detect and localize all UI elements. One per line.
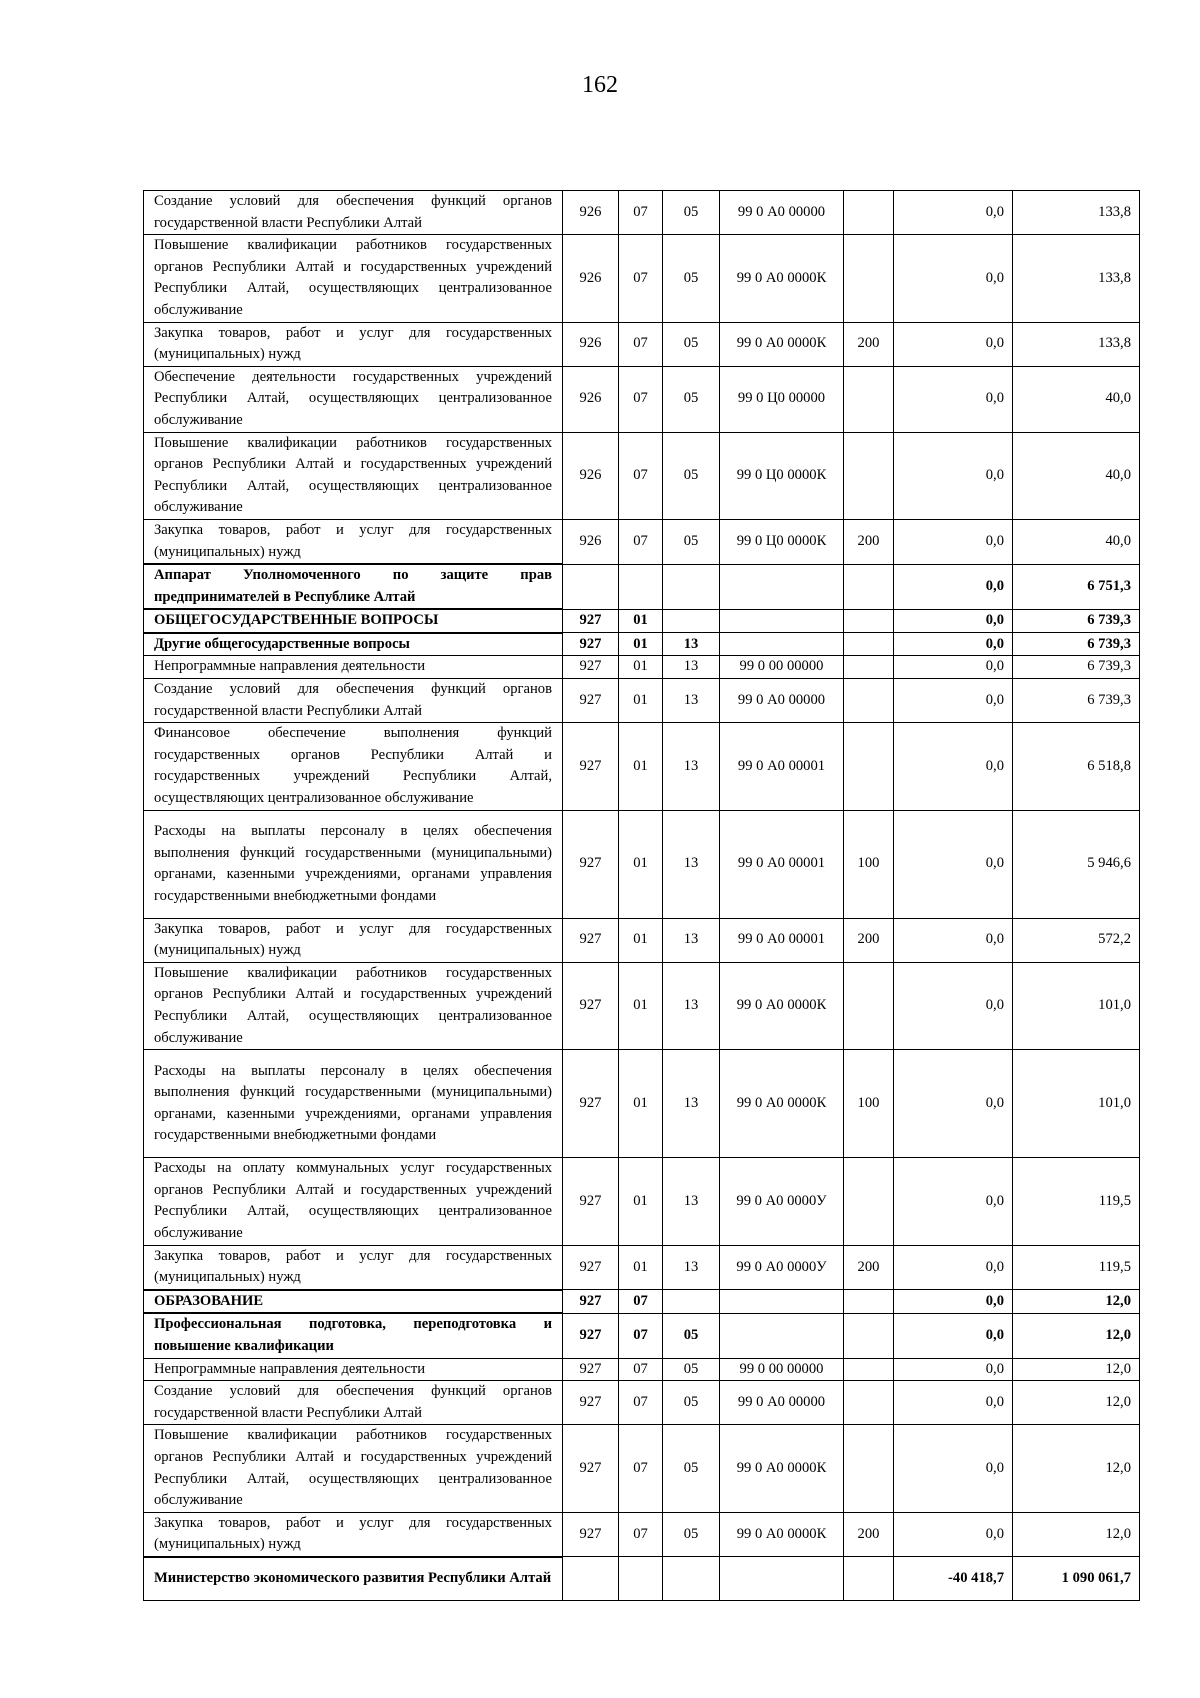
row-section-code-cell	[619, 564, 663, 609]
row-target-article-cell: 99 0 Ц0 0000К	[720, 432, 844, 519]
row-amount-total-cell: 6 739,3	[1013, 679, 1140, 723]
row-target-article-cell	[720, 1313, 844, 1358]
table-row	[144, 1050, 1140, 1158]
row-target-article-cell: 99 0 00 00000	[720, 1358, 844, 1381]
row-amount-change-cell: 0,0	[894, 1050, 1013, 1158]
row-section-code-cell: 07	[619, 235, 663, 322]
row-target-article-cell	[720, 1557, 844, 1601]
row-amount-total-cell: 133,8	[1013, 191, 1140, 235]
row-section-code-cell: 07	[619, 519, 663, 564]
row-subsection-code-cell: 13	[663, 810, 720, 918]
row-expense-type-cell	[844, 1425, 894, 1512]
row-section-code-cell: 07	[619, 1313, 663, 1358]
row-expense-type-cell	[844, 1381, 894, 1425]
row-admin-code-cell: 927	[563, 1358, 619, 1381]
row-amount-total-cell: 12,0	[1013, 1425, 1140, 1512]
table-row	[144, 519, 1140, 564]
row-section-code-cell: 07	[619, 322, 663, 366]
row-amount-change-cell: 0,0	[894, 519, 1013, 564]
row-target-article-cell: 99 0 А0 0000К	[720, 322, 844, 366]
table-row	[144, 191, 1140, 235]
row-name-cell: Министерство экономического развития Республики Алтай	[144, 1557, 563, 1601]
row-amount-total-cell: 101,0	[1013, 1050, 1140, 1158]
row-subsection-code-cell: 05	[663, 432, 720, 519]
row-expense-type-cell	[844, 1557, 894, 1601]
table-row	[144, 1313, 1140, 1358]
row-amount-total-cell: 119,5	[1013, 1245, 1140, 1290]
row-subsection-code-cell: 05	[663, 366, 720, 432]
row-amount-change-cell: 0,0	[894, 564, 1013, 609]
row-amount-change-cell: 0,0	[894, 1245, 1013, 1290]
row-target-article-cell: 99 0 А0 00000	[720, 191, 844, 235]
row-name-cell: Закупка товаров, работ и услуг для государственных (муниципальных) нужд	[144, 1512, 563, 1557]
row-target-article-cell: 99 0 00 00000	[720, 656, 844, 679]
row-name-cell: Непрограммные направления деятельности	[144, 656, 563, 679]
row-expense-type-cell	[844, 564, 894, 609]
row-section-code-cell: 01	[619, 633, 663, 656]
row-amount-change-cell: 0,0	[894, 322, 1013, 366]
table-row	[144, 1557, 1140, 1601]
row-section-code-cell: 01	[619, 1158, 663, 1245]
table-row	[144, 1381, 1140, 1425]
row-expense-type-cell	[844, 962, 894, 1049]
row-section-code-cell: 07	[619, 191, 663, 235]
row-expense-type-cell	[844, 1158, 894, 1245]
row-admin-code-cell: 927	[563, 918, 619, 962]
row-subsection-code-cell: 13	[663, 962, 720, 1049]
row-name-cell: Расходы на выплаты персоналу в целях обеспечения выполнения функций государственными (муниципальными) органами, казенными учреждениями, органами управления государственными внебюджетными фондами	[144, 1050, 563, 1158]
budget-table-body	[144, 191, 1140, 1601]
row-admin-code-cell: 927	[563, 1050, 619, 1158]
row-target-article-cell: 99 0 А0 0000У	[720, 1158, 844, 1245]
row-section-code-cell: 07	[619, 1358, 663, 1381]
row-amount-change-cell: 0,0	[894, 1425, 1013, 1512]
budget-table	[143, 190, 1140, 1601]
row-admin-code-cell: 927	[563, 962, 619, 1049]
row-target-article-cell: 99 0 А0 0000К	[720, 1512, 844, 1557]
row-amount-total-cell: 6 518,8	[1013, 723, 1140, 810]
table-row	[144, 235, 1140, 322]
row-amount-change-cell: 0,0	[894, 432, 1013, 519]
row-amount-total-cell: 6 739,3	[1013, 633, 1140, 656]
row-subsection-code-cell: 13	[663, 633, 720, 656]
page-number: 162	[582, 72, 618, 98]
row-expense-type-cell	[844, 633, 894, 656]
row-admin-code-cell: 927	[563, 1245, 619, 1290]
row-expense-type-cell: 200	[844, 1512, 894, 1557]
row-name-cell: Финансовое обеспечение выполнения функций государственных органов Республики Алтай и государственных учреждений Республики Алтай, осуществляющих централизованное обслуживание	[144, 723, 563, 810]
row-expense-type-cell: 100	[844, 1050, 894, 1158]
row-expense-type-cell	[844, 1358, 894, 1381]
row-admin-code-cell: 926	[563, 235, 619, 322]
row-subsection-code-cell	[663, 609, 720, 633]
row-admin-code-cell: 926	[563, 519, 619, 564]
row-name-cell: Закупка товаров, работ и услуг для государственных (муниципальных) нужд	[144, 1245, 563, 1290]
row-admin-code-cell: 927	[563, 810, 619, 918]
row-expense-type-cell	[844, 235, 894, 322]
row-target-article-cell: 99 0 А0 0000К	[720, 1425, 844, 1512]
row-subsection-code-cell: 13	[663, 723, 720, 810]
table-row	[144, 810, 1140, 918]
row-amount-total-cell: 12,0	[1013, 1313, 1140, 1358]
row-admin-code-cell: 927	[563, 679, 619, 723]
row-amount-change-cell: 0,0	[894, 810, 1013, 918]
row-amount-change-cell: 0,0	[894, 235, 1013, 322]
row-admin-code-cell: 926	[563, 191, 619, 235]
row-expense-type-cell	[844, 609, 894, 633]
row-amount-total-cell: 133,8	[1013, 322, 1140, 366]
table-row	[144, 366, 1140, 432]
table-row	[144, 609, 1140, 633]
row-name-cell: ОБЩЕГОСУДАРСТВЕННЫЕ ВОПРОСЫ	[144, 609, 563, 633]
row-expense-type-cell	[844, 679, 894, 723]
row-amount-change-cell: 0,0	[894, 366, 1013, 432]
row-amount-total-cell: 119,5	[1013, 1158, 1140, 1245]
row-target-article-cell: 99 0 А0 00001	[720, 918, 844, 962]
row-target-article-cell	[720, 609, 844, 633]
table-row	[144, 1425, 1140, 1512]
row-subsection-code-cell: 13	[663, 1245, 720, 1290]
table-row	[144, 1512, 1140, 1557]
row-section-code-cell	[619, 1557, 663, 1601]
row-name-cell: ОБРАЗОВАНИЕ	[144, 1290, 563, 1314]
row-name-cell: Непрограммные направления деятельности	[144, 1358, 563, 1381]
row-amount-total-cell: 40,0	[1013, 519, 1140, 564]
table-row	[144, 679, 1140, 723]
row-name-cell: Профессиональная подготовка, переподготовка и повышение квалификации	[144, 1313, 563, 1358]
row-subsection-code-cell: 05	[663, 322, 720, 366]
row-name-cell: Обеспечение деятельности государственных учреждений Республики Алтай, осуществляющих централизованное обслуживание	[144, 366, 563, 432]
row-amount-change-cell: 0,0	[894, 1512, 1013, 1557]
row-name-cell: Повышение квалификации работников государственных органов Республики Алтай и государственных учреждений Республики Алтай, осуществляющих централизованное обслуживание	[144, 235, 563, 322]
row-expense-type-cell: 200	[844, 519, 894, 564]
row-subsection-code-cell: 05	[663, 1512, 720, 1557]
table-row	[144, 564, 1140, 609]
row-admin-code-cell: 926	[563, 366, 619, 432]
row-subsection-code-cell: 13	[663, 1158, 720, 1245]
row-name-cell: Расходы на оплату коммунальных услуг государственных органов Республики Алтай и государственных учреждений Республики Алтай, осуществляющих централизованное обслуживание	[144, 1158, 563, 1245]
row-expense-type-cell: 200	[844, 918, 894, 962]
row-admin-code-cell: 927	[563, 723, 619, 810]
row-amount-total-cell: 12,0	[1013, 1512, 1140, 1557]
row-target-article-cell	[720, 564, 844, 609]
row-expense-type-cell: 200	[844, 1245, 894, 1290]
row-target-article-cell: 99 0 Ц0 0000К	[720, 519, 844, 564]
table-row	[144, 723, 1140, 810]
table-row	[144, 656, 1140, 679]
row-section-code-cell: 01	[619, 679, 663, 723]
row-amount-total-cell: 101,0	[1013, 962, 1140, 1049]
row-name-cell: Создание условий для обеспечения функций органов государственной власти Республики Алтай	[144, 1381, 563, 1425]
row-expense-type-cell	[844, 656, 894, 679]
table-row	[144, 322, 1140, 366]
row-subsection-code-cell: 05	[663, 191, 720, 235]
row-amount-total-cell: 1 090 061,7	[1013, 1557, 1140, 1601]
row-target-article-cell	[720, 633, 844, 656]
row-section-code-cell: 07	[619, 366, 663, 432]
row-target-article-cell: 99 0 Ц0 00000	[720, 366, 844, 432]
row-amount-change-cell: -40 418,7	[894, 1557, 1013, 1601]
row-admin-code-cell: 926	[563, 432, 619, 519]
row-section-code-cell: 01	[619, 656, 663, 679]
row-amount-change-cell: 0,0	[894, 679, 1013, 723]
row-amount-change-cell: 0,0	[894, 962, 1013, 1049]
row-section-code-cell: 07	[619, 1290, 663, 1314]
row-expense-type-cell	[844, 432, 894, 519]
table-row	[144, 633, 1140, 656]
row-expense-type-cell	[844, 1313, 894, 1358]
row-amount-change-cell: 0,0	[894, 723, 1013, 810]
row-name-cell: Аппарат Уполномоченного по защите прав предпринимателей в Республике Алтай	[144, 564, 563, 609]
row-admin-code-cell: 927	[563, 1512, 619, 1557]
row-amount-change-cell: 0,0	[894, 1381, 1013, 1425]
row-admin-code-cell: 927	[563, 656, 619, 679]
row-subsection-code-cell: 05	[663, 1358, 720, 1381]
row-subsection-code-cell	[663, 564, 720, 609]
row-section-code-cell: 01	[619, 1050, 663, 1158]
row-target-article-cell: 99 0 А0 0000У	[720, 1245, 844, 1290]
row-admin-code-cell	[563, 1557, 619, 1601]
row-name-cell: Повышение квалификации работников государственных органов Республики Алтай и государственных учреждений Республики Алтай, осуществляющих централизованное обслуживание	[144, 962, 563, 1049]
row-name-cell: Закупка товаров, работ и услуг для государственных (муниципальных) нужд	[144, 519, 563, 564]
row-name-cell: Создание условий для обеспечения функций органов государственной власти Республики Алтай	[144, 191, 563, 235]
table-row	[144, 432, 1140, 519]
row-section-code-cell: 01	[619, 962, 663, 1049]
row-amount-change-cell: 0,0	[894, 1313, 1013, 1358]
row-name-cell: Закупка товаров, работ и услуг для государственных (муниципальных) нужд	[144, 918, 563, 962]
table-row	[144, 1290, 1140, 1314]
row-section-code-cell: 07	[619, 432, 663, 519]
row-section-code-cell: 01	[619, 918, 663, 962]
row-target-article-cell: 99 0 А0 0000К	[720, 235, 844, 322]
row-name-cell: Другие общегосударственные вопросы	[144, 633, 563, 656]
table-row	[144, 962, 1140, 1049]
row-subsection-code-cell: 05	[663, 1313, 720, 1358]
row-expense-type-cell	[844, 1290, 894, 1314]
row-admin-code-cell	[563, 564, 619, 609]
row-admin-code-cell: 927	[563, 1425, 619, 1512]
table-row	[144, 918, 1140, 962]
row-admin-code-cell: 927	[563, 633, 619, 656]
row-admin-code-cell: 927	[563, 1290, 619, 1314]
row-subsection-code-cell: 13	[663, 918, 720, 962]
row-amount-total-cell: 40,0	[1013, 366, 1140, 432]
row-amount-total-cell: 133,8	[1013, 235, 1140, 322]
row-section-code-cell: 01	[619, 609, 663, 633]
row-target-article-cell: 99 0 А0 00000	[720, 679, 844, 723]
row-expense-type-cell	[844, 366, 894, 432]
row-subsection-code-cell: 05	[663, 1381, 720, 1425]
row-subsection-code-cell	[663, 1557, 720, 1601]
row-amount-change-cell: 0,0	[894, 191, 1013, 235]
row-section-code-cell: 01	[619, 723, 663, 810]
row-section-code-cell: 07	[619, 1425, 663, 1512]
table-row	[144, 1158, 1140, 1245]
row-amount-total-cell: 12,0	[1013, 1290, 1140, 1314]
budget-table-wrapper	[143, 190, 1140, 1601]
row-amount-total-cell: 6 739,3	[1013, 656, 1140, 679]
row-amount-change-cell: 0,0	[894, 1158, 1013, 1245]
row-amount-change-cell: 0,0	[894, 609, 1013, 633]
row-name-cell: Расходы на выплаты персоналу в целях обеспечения выполнения функций государственными (муниципальными) органами, казенными учреждениями, органами управления государственными внебюджетными фондами	[144, 810, 563, 918]
row-amount-total-cell: 6 739,3	[1013, 609, 1140, 633]
row-expense-type-cell	[844, 191, 894, 235]
row-amount-change-cell: 0,0	[894, 656, 1013, 679]
row-section-code-cell: 01	[619, 810, 663, 918]
row-target-article-cell: 99 0 А0 00000	[720, 1381, 844, 1425]
row-section-code-cell: 07	[619, 1512, 663, 1557]
row-section-code-cell: 07	[619, 1381, 663, 1425]
row-amount-total-cell: 40,0	[1013, 432, 1140, 519]
row-amount-total-cell: 572,2	[1013, 918, 1140, 962]
row-target-article-cell: 99 0 А0 00001	[720, 723, 844, 810]
row-subsection-code-cell: 13	[663, 679, 720, 723]
table-row	[144, 1245, 1140, 1290]
row-target-article-cell: 99 0 А0 00001	[720, 810, 844, 918]
row-subsection-code-cell	[663, 1290, 720, 1314]
row-name-cell: Закупка товаров, работ и услуг для государственных (муниципальных) нужд	[144, 322, 563, 366]
row-amount-total-cell: 12,0	[1013, 1358, 1140, 1381]
row-amount-change-cell: 0,0	[894, 1290, 1013, 1314]
row-admin-code-cell: 926	[563, 322, 619, 366]
row-amount-change-cell: 0,0	[894, 918, 1013, 962]
row-admin-code-cell: 927	[563, 1313, 619, 1358]
row-amount-total-cell: 6 751,3	[1013, 564, 1140, 609]
row-admin-code-cell: 927	[563, 1158, 619, 1245]
row-target-article-cell	[720, 1290, 844, 1314]
row-expense-type-cell: 200	[844, 322, 894, 366]
row-admin-code-cell: 927	[563, 1381, 619, 1425]
table-row	[144, 1358, 1140, 1381]
row-target-article-cell: 99 0 А0 0000К	[720, 962, 844, 1049]
row-name-cell: Создание условий для обеспечения функций органов государственной власти Республики Алтай	[144, 679, 563, 723]
row-subsection-code-cell: 05	[663, 519, 720, 564]
row-expense-type-cell: 100	[844, 810, 894, 918]
row-amount-total-cell: 5 946,6	[1013, 810, 1140, 918]
row-amount-change-cell: 0,0	[894, 633, 1013, 656]
row-name-cell: Повышение квалификации работников государственных органов Республики Алтай и государственных учреждений Республики Алтай, осуществляющих централизованное обслуживание	[144, 432, 563, 519]
row-subsection-code-cell: 13	[663, 1050, 720, 1158]
row-admin-code-cell: 927	[563, 609, 619, 633]
row-amount-change-cell: 0,0	[894, 1358, 1013, 1381]
row-subsection-code-cell: 13	[663, 656, 720, 679]
row-amount-total-cell: 12,0	[1013, 1381, 1140, 1425]
row-section-code-cell: 01	[619, 1245, 663, 1290]
row-target-article-cell: 99 0 А0 0000К	[720, 1050, 844, 1158]
row-subsection-code-cell: 05	[663, 1425, 720, 1512]
row-expense-type-cell	[844, 723, 894, 810]
row-name-cell: Повышение квалификации работников государственных органов Республики Алтай и государственных учреждений Республики Алтай, осуществляющих централизованное обслуживание	[144, 1425, 563, 1512]
row-subsection-code-cell: 05	[663, 235, 720, 322]
